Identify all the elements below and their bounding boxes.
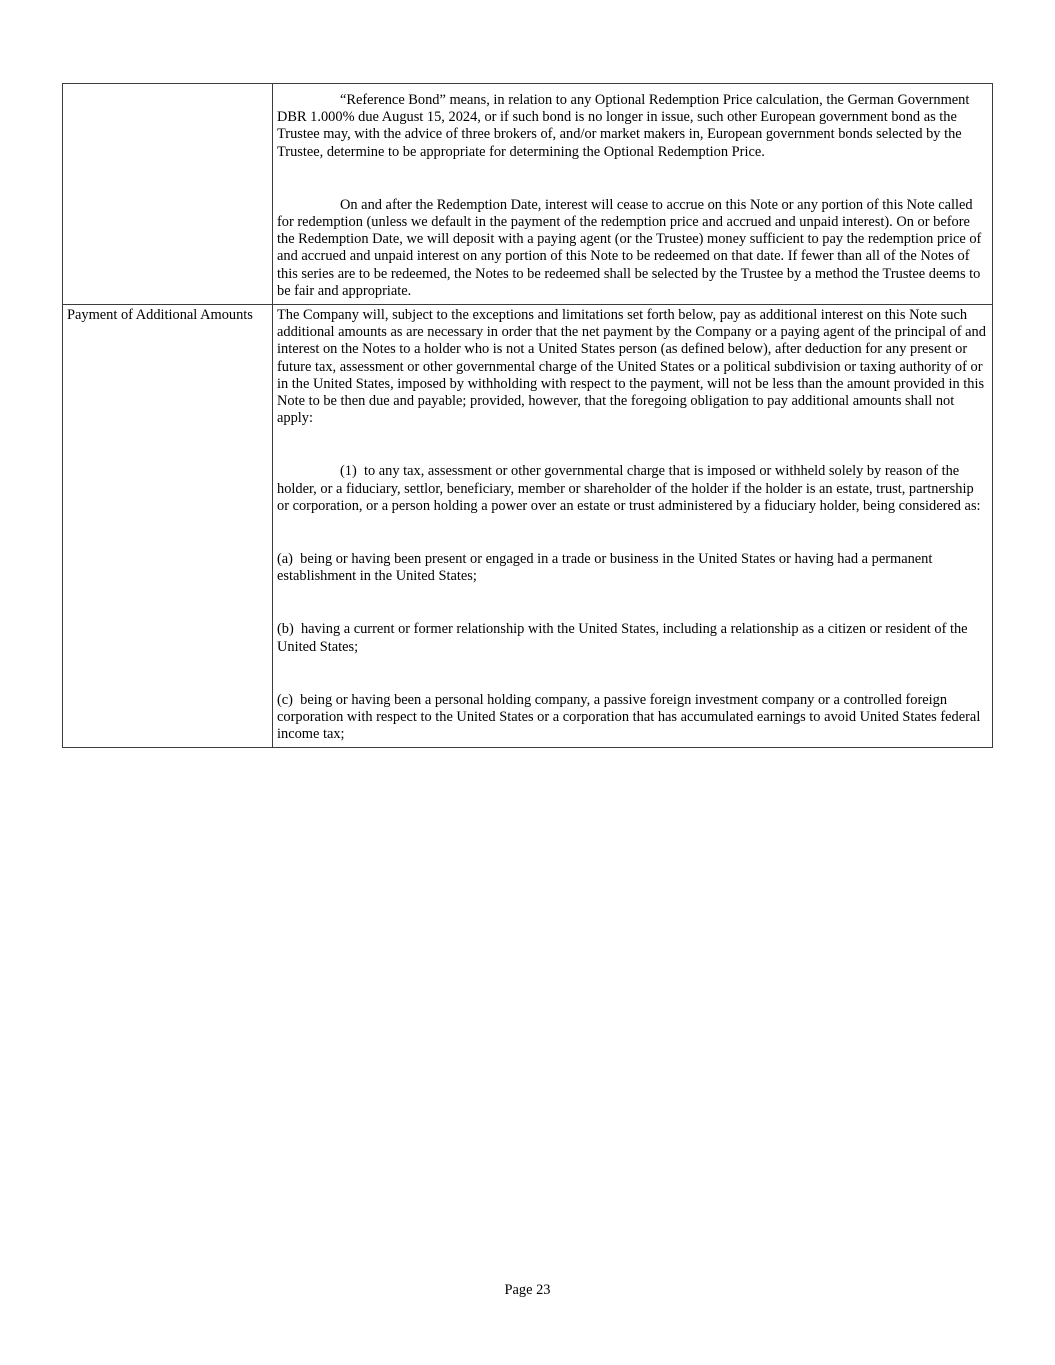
row-label-cell bbox=[63, 305, 273, 748]
paragraph-clause-1: (1) to any tax, assessment or other governmental charge that is imposed or withheld solely by reason of the holder, or a fiduciary, settlor, beneficiary, member or shareholder of the holder if the holder is an estate, trust, partnership or corporation, or a person holding a power over an estate or trust administered by a fiduciary holder, being considered as: bbox=[277, 463, 981, 514]
paragraph-clause-a: (a) being or having been present or engaged in a trade or business in the United States or having had a permanent establishment in the United States; bbox=[277, 551, 936, 585]
paragraph-reference-bond: “Reference Bond” means, in relation to any Optional Redemption Price calculation, the German Government DBR 1.000% due August 15, 2024, or if such bond is no longer in issue, such other European government bond as the Trustee may, with the advice of three brokers of, and/or market makers in, European government bonds selected by the Trustee, determine to be appropriate for determining the Optional Redemption Price. bbox=[277, 92, 973, 160]
page-number: Page 23 bbox=[504, 1282, 551, 1298]
paragraph-additional-amounts-intro: The Company will, subject to the exceptions and limitations set forth below, pay as additional interest on this Note such additional amounts as are necessary in order that the net payment by the Company or a paying agent of the principal of and interest on the Notes to a holder who is not a United States person (as defined below), after deduction for any present or future tax, assessment or other governmental charge of the United States or a political subdivision or taxing authority of or in the United States, imposed by withholding with respect to the payment, will not be less than the amount provided in this Note to be then due and payable; provided, however, that the foregoing obligation to pay additional amounts shall not apply: bbox=[277, 307, 990, 427]
paragraph-clause-c: (c) being or having been a personal holding company, a passive foreign investment company or a controlled foreign corporation with respect to the United States or a corporation that has accumulated earnings to avoid United States federal income tax; bbox=[277, 691, 984, 743]
note-terms-table bbox=[62, 83, 993, 748]
row-label-cell bbox=[63, 84, 273, 305]
row-label: Payment of Additional Amounts bbox=[67, 307, 253, 324]
row-content-cell bbox=[273, 84, 993, 305]
paragraph-redemption-date: On and after the Redemption Date, interest will cease to accrue on this Note or any portion of this Note called for redemption (unless we default in the payment of the redemption price and accrued and unpaid interest). On or before the Redemption Date, we will deposit with a paying agent (or the Trustee) money sufficient to pay the redemption price of and accrued and unpaid interest on any portion of this Note to be redeemed on that date. If fewer than all of the Notes of this series are to be redeemed, the Notes to be redeemed shall be selected by the Trustee by a method the Trustee deems to be fair and appropriate. bbox=[277, 196, 985, 299]
table-row bbox=[63, 84, 993, 305]
row-content-cell bbox=[273, 305, 993, 748]
table-row bbox=[63, 305, 993, 748]
paragraph-clause-b: (b) having a current or former relationship with the United States, including a relationship as a citizen or resident of the United States; bbox=[277, 621, 972, 655]
